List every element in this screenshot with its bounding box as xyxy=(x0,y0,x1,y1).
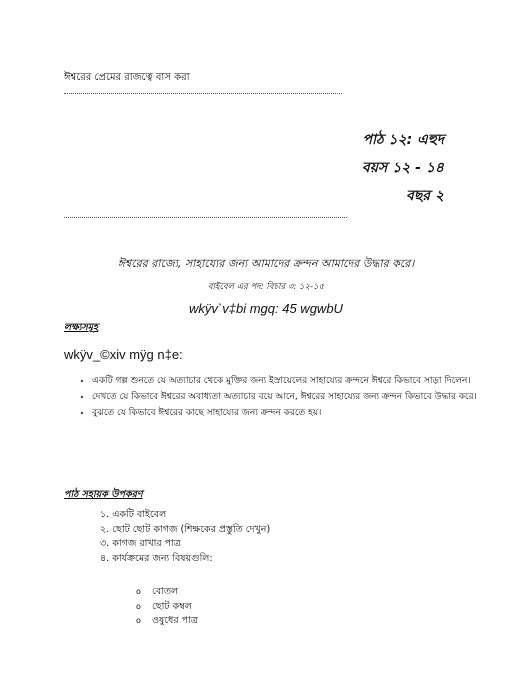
year-label: বছর ২ xyxy=(406,188,444,204)
material-item: ২. ছোট ছোট কাগজ (শিক্ষকের প্রস্তুতি দেখুন) xyxy=(100,523,271,535)
material-item: ৩. কাগজ রাখার পাত্র xyxy=(100,538,181,549)
activity-item: o ছোট কম্বল xyxy=(136,600,198,615)
activity-item: o বোতল xyxy=(136,585,198,600)
activity-items-list xyxy=(136,585,198,629)
document-header-title: ঈশ্বরের প্রেমের রাজত্বে বাস করা xyxy=(64,72,190,83)
material-item: ৪. কার্যক্রমের জন্য বিষয়গুলি: xyxy=(100,552,213,564)
objective-item: • বুঝতে যে কিভাবে ঈশ্বরের কাছে সাহায্যের জন্য ক্রন্দন করতে হয়। xyxy=(92,406,492,420)
materials-heading: পাঠ সহায়ক উপকরণ xyxy=(64,489,143,500)
objectives-list xyxy=(64,374,492,422)
goals-heading: লক্ষ্যসমূহ xyxy=(64,322,99,333)
material-item: ১. একটি বাইবেল xyxy=(100,509,167,520)
objective-item: • একটি গল্প শুনতে যে অত্যাচার থেকে মুক্তির জন্য ইস্রায়েলের সাহায্যের ক্রন্দনে ঈশ্বরে কিভাবে সাড়া দিলেন। xyxy=(92,374,492,388)
lesson-label: পাঠ ১২: এহুদ xyxy=(362,132,444,148)
materials-list xyxy=(100,508,270,566)
goals-subtitle: wkÿv_©xiv mÿg n‡e: xyxy=(64,347,183,362)
header-divider xyxy=(64,93,342,94)
age-range: বয়স ১২ - ১৪ xyxy=(361,160,444,176)
bible-verse: বাইবেল এর পদ: বিচার ৩: ১২-১৫ xyxy=(207,282,325,292)
lesson-divider xyxy=(64,217,347,218)
activity-item: o ওষুধের পাত্র xyxy=(136,614,198,629)
lesson-theme: ঈশ্বরের রাজ্যে, সাহায্যের জন্য আমাদের ক্রন্দন আমাদের উদ্ধার করে। xyxy=(117,257,415,270)
objective-item: • দেখতে যে কিভাবে ঈশ্বরের অবাধ্যতা অত্যাচার বয়ে আনে, ঈশ্বরের সাহায্যের জন্য ক্রন্দন কিভাবে উদ্ধার করে। xyxy=(92,390,492,404)
lesson-duration: wkÿv`v‡bi mgq: 45 wgwbU xyxy=(189,301,343,316)
